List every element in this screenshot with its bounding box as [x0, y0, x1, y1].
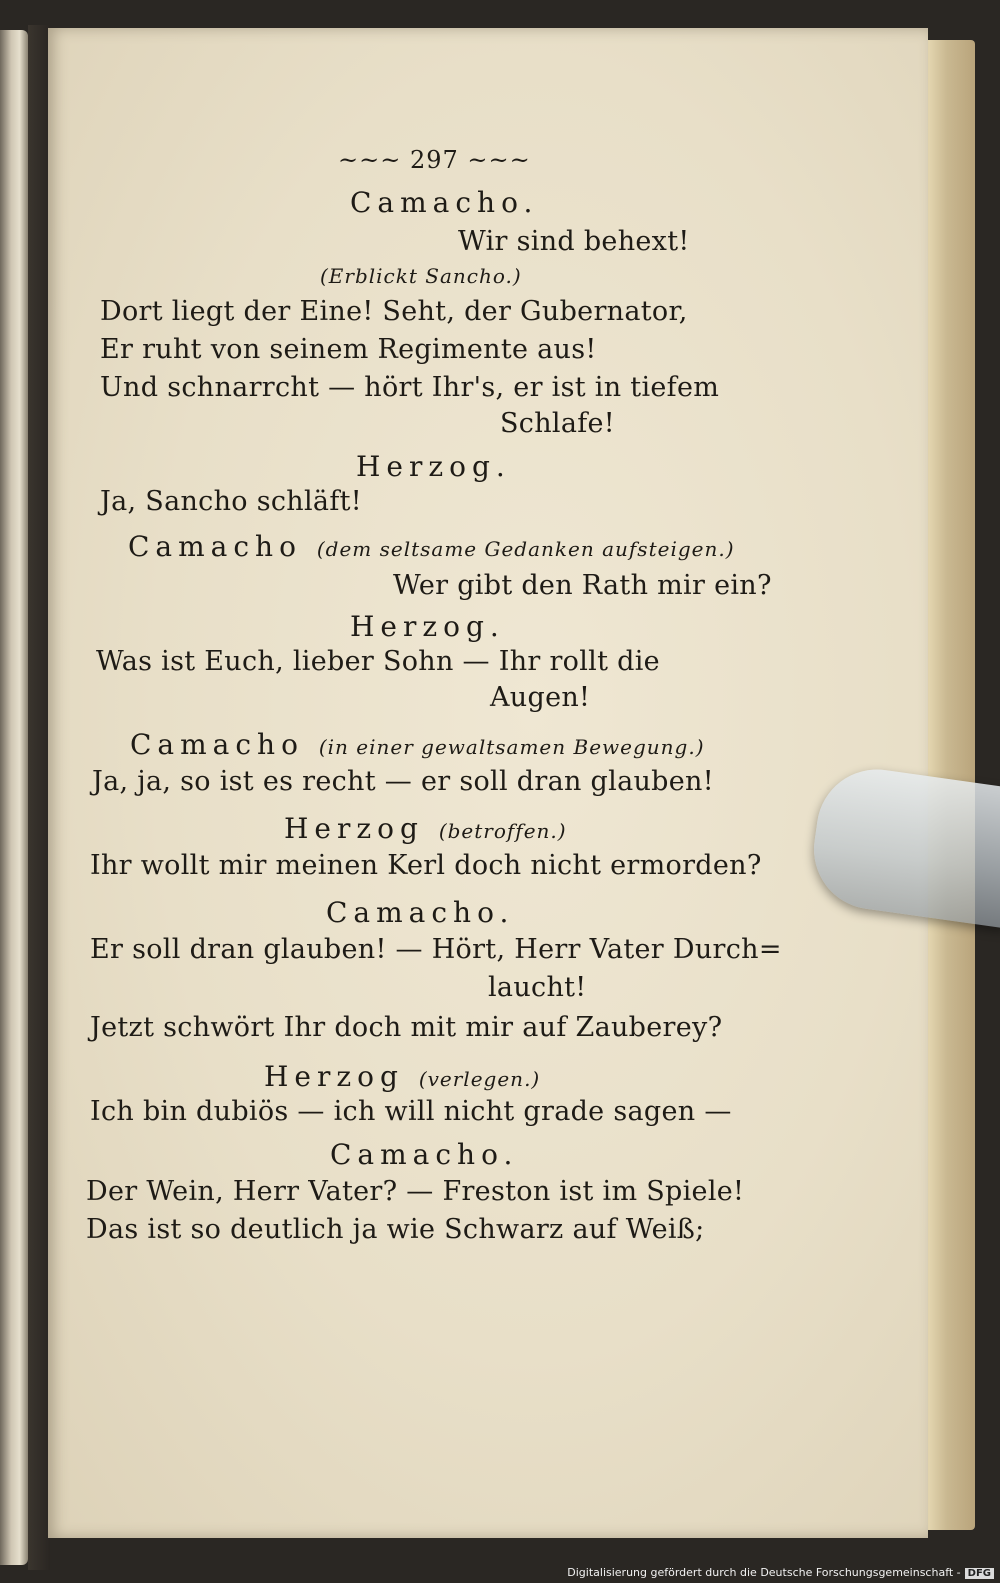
previous-page-edge — [0, 30, 28, 1565]
stage-direction: (dem seltsame Gedanken aufsteigen.) — [316, 537, 735, 561]
stage-direction: (betroffen.) — [438, 819, 567, 843]
verse-line: Er soll dran glauben! — Hört, Herr Vater Durch= — [90, 934, 782, 965]
verse-line: Das ist so deutlich ja wie Schwarz auf Weiß; — [86, 1214, 705, 1245]
page-content — [48, 28, 928, 1538]
verse-line: Schlafe! — [500, 408, 615, 439]
dfg-logo-icon: DFG — [965, 1568, 994, 1579]
verse-line: laucht! — [488, 972, 587, 1003]
book-gutter — [28, 25, 50, 1570]
verse-line: Wir sind behext! — [458, 226, 690, 257]
speaker-camacho: Camacho. — [326, 896, 515, 929]
verse-line: Wer gibt den Rath mir ein? — [393, 570, 772, 601]
speaker-herzog: Herzog. — [356, 450, 511, 483]
verse-line: Der Wein, Herr Vater? — Freston ist im Spiele! — [86, 1176, 745, 1207]
book-page — [48, 28, 928, 1538]
verse-line: Ihr wollt mir meinen Kerl doch nicht ermorden? — [90, 850, 762, 881]
stage-direction: (Erblickt Sancho.) — [320, 264, 522, 288]
speaker-camacho: Camacho. — [330, 1138, 519, 1171]
speaker-herzog: Herzog (betroffen.) — [284, 812, 567, 845]
speaker-camacho: Camacho (dem seltsame Gedanken aufsteigen.) — [128, 530, 735, 563]
stage-direction: (verlegen.) — [418, 1067, 541, 1091]
verse-line: Ja, Sancho schläft! — [100, 486, 362, 517]
speaker-herzog: Herzog (verlegen.) — [264, 1060, 541, 1093]
verse-line: Und schnarrcht — hört Ihr's, er ist in tiefem — [100, 372, 720, 403]
digitization-credit: Digitalisierung gefördert durch die Deutsche Forschungsgemeinschaft - DFG — [567, 1566, 994, 1579]
speaker-herzog: Herzog. — [350, 610, 505, 643]
verse-line: Was ist Euch, lieber Sohn — Ihr rollt die — [96, 646, 660, 677]
verse-line: Ja, ja, so ist es recht — er soll dran glauben! — [92, 766, 714, 797]
stage-direction: (in einer gewaltsamen Bewegung.) — [318, 735, 705, 759]
verse-line: Jetzt schwört Ihr doch mit mir auf Zauberey? — [90, 1012, 723, 1043]
verse-line: Ich bin dubiös — ich will nicht grade sagen — — [90, 1096, 732, 1127]
verse-line: Er ruht von seinem Regimente aus! — [100, 334, 597, 365]
speaker-camacho: Camacho (in einer gewaltsamen Bewegung.) — [130, 728, 705, 761]
verse-line: Dort liegt der Eine! Seht, der Gubernator, — [100, 296, 688, 327]
speaker-camacho: Camacho. — [350, 186, 539, 219]
verse-line: Augen! — [490, 682, 591, 713]
page-number-ornament-right: ~~~ — [458, 146, 531, 174]
page-number: ~~~ 297 ~~~ — [338, 146, 531, 174]
page-number-ornament-left: ~~~ — [338, 146, 410, 174]
